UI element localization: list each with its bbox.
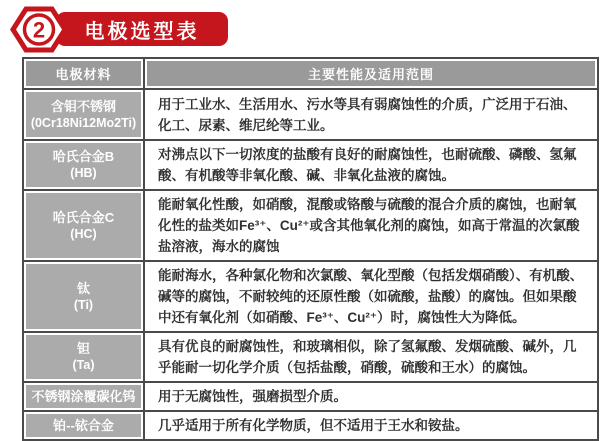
table-row bbox=[23, 190, 598, 261]
table-row bbox=[23, 411, 598, 440]
material-cell bbox=[23, 332, 144, 382]
material-cell bbox=[23, 261, 144, 332]
material-name: 哈氏合金B bbox=[52, 149, 115, 164]
description-cell: 具有优良的耐腐蚀性，和玻璃相似，除了氢氟酸、发烟硫酸、碱外，几乎能耐一切化学介质（包括盐酸，硝酸，硫酸和王水）的腐蚀。 bbox=[144, 332, 598, 382]
table-row bbox=[23, 382, 598, 411]
material-cell bbox=[23, 190, 144, 261]
description-cell: 用于工业水、生活用水、污水等具有弱腐蚀性的介质，广泛用于石油、化工、尿素、维尼纶等工业。 bbox=[144, 89, 598, 140]
description-cell: 能耐氧化性酸，如硝酸，混酸或铬酸与硫酸的混合介质的腐蚀，也耐氧化性的盐类如Fe³⁺、Cu²⁺或含其他氧化剂的腐蚀，如高于常温的次氯酸盐溶液，海水的腐蚀 bbox=[144, 190, 598, 261]
table-row bbox=[23, 261, 598, 332]
material-name: 铂--铱合金 bbox=[53, 418, 114, 433]
page-header bbox=[0, 0, 600, 57]
material-name: 钽 bbox=[76, 341, 90, 356]
material-name: 含钼不锈钢 bbox=[50, 98, 116, 114]
column-header-material: 电极材料 bbox=[23, 58, 144, 89]
material-code: (Ti) bbox=[73, 297, 94, 312]
table-row bbox=[23, 332, 598, 382]
table-row bbox=[23, 89, 598, 140]
material-name: 钛 bbox=[76, 280, 90, 296]
column-header-performance: 主要性能及适用范围 bbox=[144, 58, 598, 89]
table-row bbox=[23, 140, 598, 190]
table-header-row bbox=[23, 58, 598, 89]
description-cell: 对沸点以下一切浓度的盐酸有良好的耐腐蚀性，也耐硫酸、磷酸、氢氟酸、有机酸等非氧化酸、碱、非氧化盐液的腐蚀。 bbox=[144, 140, 598, 190]
description-cell: 能耐海水，各种氯化物和次氯酸、氧化型酸（包括发烟硝酸）、有机酸、碱等的腐蚀，不耐较纯的还原性酸（如硫酸，盐酸）的腐蚀。但如果酸中还有氧化剂（如硝酸、Fe³⁺、Cu²⁺）时，腐蚀性大为降低。 bbox=[144, 261, 598, 332]
number-badge-icon bbox=[10, 6, 68, 53]
material-cell bbox=[23, 89, 144, 140]
description-cell: 用于无腐蚀性，强磨损型介质。 bbox=[144, 382, 598, 411]
material-code: (HB) bbox=[70, 166, 97, 180]
badge-number: 2 bbox=[32, 17, 46, 43]
section-title: 电极选型表 bbox=[84, 20, 200, 43]
electrode-selection-table bbox=[22, 57, 599, 441]
material-cell bbox=[23, 140, 144, 190]
material-code: (Ta) bbox=[72, 358, 95, 372]
material-name: 哈氏合金C bbox=[52, 209, 115, 225]
description-cell: 几乎适用于所有化学物质，但不适用于王水和铵盐。 bbox=[144, 411, 598, 440]
material-code: (HC) bbox=[70, 226, 97, 241]
material-name: 不锈钢涂覆碳化钨 bbox=[31, 389, 136, 404]
material-cell bbox=[23, 382, 144, 411]
material-code: (0Cr18Ni12Mo2Ti) bbox=[30, 115, 137, 130]
section-title-banner bbox=[56, 12, 228, 46]
material-cell bbox=[23, 411, 144, 440]
